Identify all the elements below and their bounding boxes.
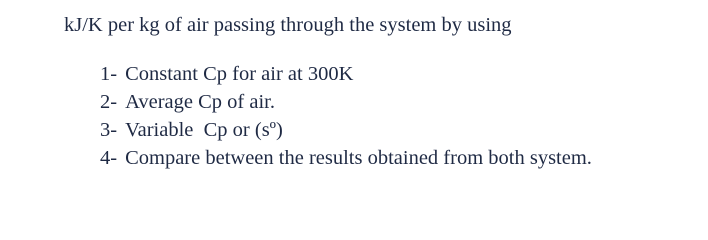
list-item (100, 116, 592, 144)
item-text: Variable Cp or (sº) (125, 119, 283, 141)
intro-line: kJ/K per kg of air passing through the system by using (64, 14, 512, 36)
list-item (100, 144, 592, 172)
item-text: Compare between the results obtained from both system. (125, 147, 592, 169)
item-number: 2- (100, 91, 118, 113)
list-item (100, 60, 592, 88)
list-item (100, 88, 592, 116)
item-number: 1- (100, 63, 118, 85)
item-text: Constant Cp for air at 300K (125, 63, 354, 85)
item-number: 3- (100, 119, 118, 141)
item-text: Average Cp of air. (125, 91, 275, 113)
method-list (100, 60, 592, 172)
item-number: 4- (100, 147, 118, 169)
